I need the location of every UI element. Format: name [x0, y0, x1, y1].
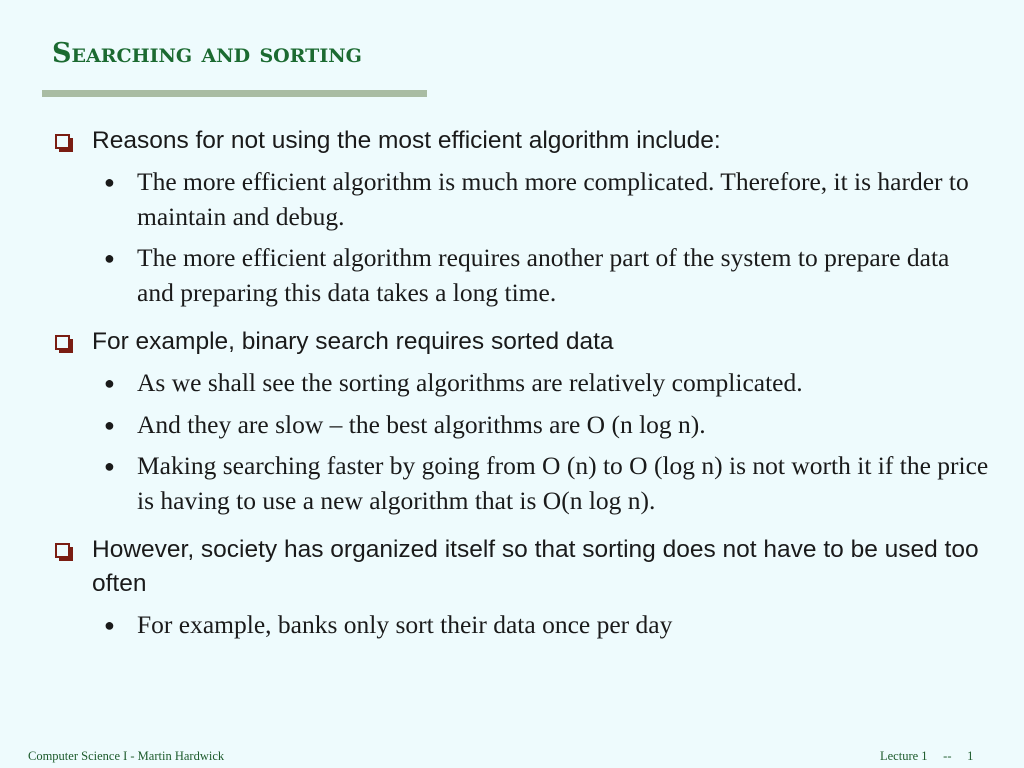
- round-dot-bullet-icon: ●: [104, 248, 115, 268]
- bullet-3-text: However, society has organized itself so that sorting does not have to be used too often: [92, 536, 979, 597]
- footer-author: Computer Science I - Martin Hardwick: [28, 749, 225, 763]
- bullet-1-sub-2: [0, 241, 1024, 310]
- slide-title: Searching and sorting: [52, 38, 362, 69]
- footer-separator: --: [943, 749, 952, 763]
- bullet-2-sub-1-text: As we shall see the sorting algorithms are relatively complicated.: [137, 368, 803, 397]
- bullet-2-sub-2: [0, 408, 1024, 443]
- bullet-2-sub-3: [0, 449, 1024, 518]
- bullet-1-sub-1: [0, 165, 1024, 234]
- round-dot-bullet-icon: ●: [104, 615, 115, 635]
- bullet-3-sub-1: [0, 608, 1024, 643]
- square-bullet-icon: [55, 335, 70, 350]
- bullet-2-text: For example, binary search requires sorted data: [92, 328, 614, 355]
- square-bullet-icon: [55, 134, 70, 149]
- bullet-1-sub-2-text: The more efficient algorithm requires another part of the system to prepare data and preparing this data takes a long time.: [137, 243, 950, 307]
- slide-body: [0, 124, 1024, 643]
- bullet-3: [0, 533, 1024, 601]
- footer-page-info: [880, 749, 973, 764]
- bullet-1: [0, 124, 1024, 158]
- footer-page-number: 1: [967, 749, 974, 763]
- round-dot-bullet-icon: ●: [104, 414, 115, 435]
- round-dot-bullet-icon: ●: [104, 172, 115, 192]
- bullet-2-sub-3-text: Making searching faster by going from O (n) to O (log n) is not worth it if the price is having to use a new algorithm that is O(n log n).: [137, 451, 989, 515]
- bullet-2: [0, 325, 1024, 359]
- bullet-1-sub-1-text: The more efficient algorithm is much more complicated. Therefore, it is harder to maintain and debug.: [137, 167, 969, 231]
- bullet-2-sub-2-text: And they are slow – the best algorithms are O (n log n).: [137, 409, 706, 439]
- bullet-3-sub-1-text: For example, banks only sort their data once per day: [137, 610, 673, 639]
- title-underline-rule: [42, 90, 427, 97]
- bullet-2-sub-1: [0, 366, 1024, 401]
- footer-lecture: Lecture 1: [880, 749, 928, 763]
- round-dot-bullet-icon: ●: [104, 456, 115, 476]
- square-bullet-icon: [55, 543, 70, 558]
- round-dot-bullet-icon: ●: [104, 373, 115, 393]
- bullet-1-text: Reasons for not using the most efficient algorithm include:: [92, 127, 721, 154]
